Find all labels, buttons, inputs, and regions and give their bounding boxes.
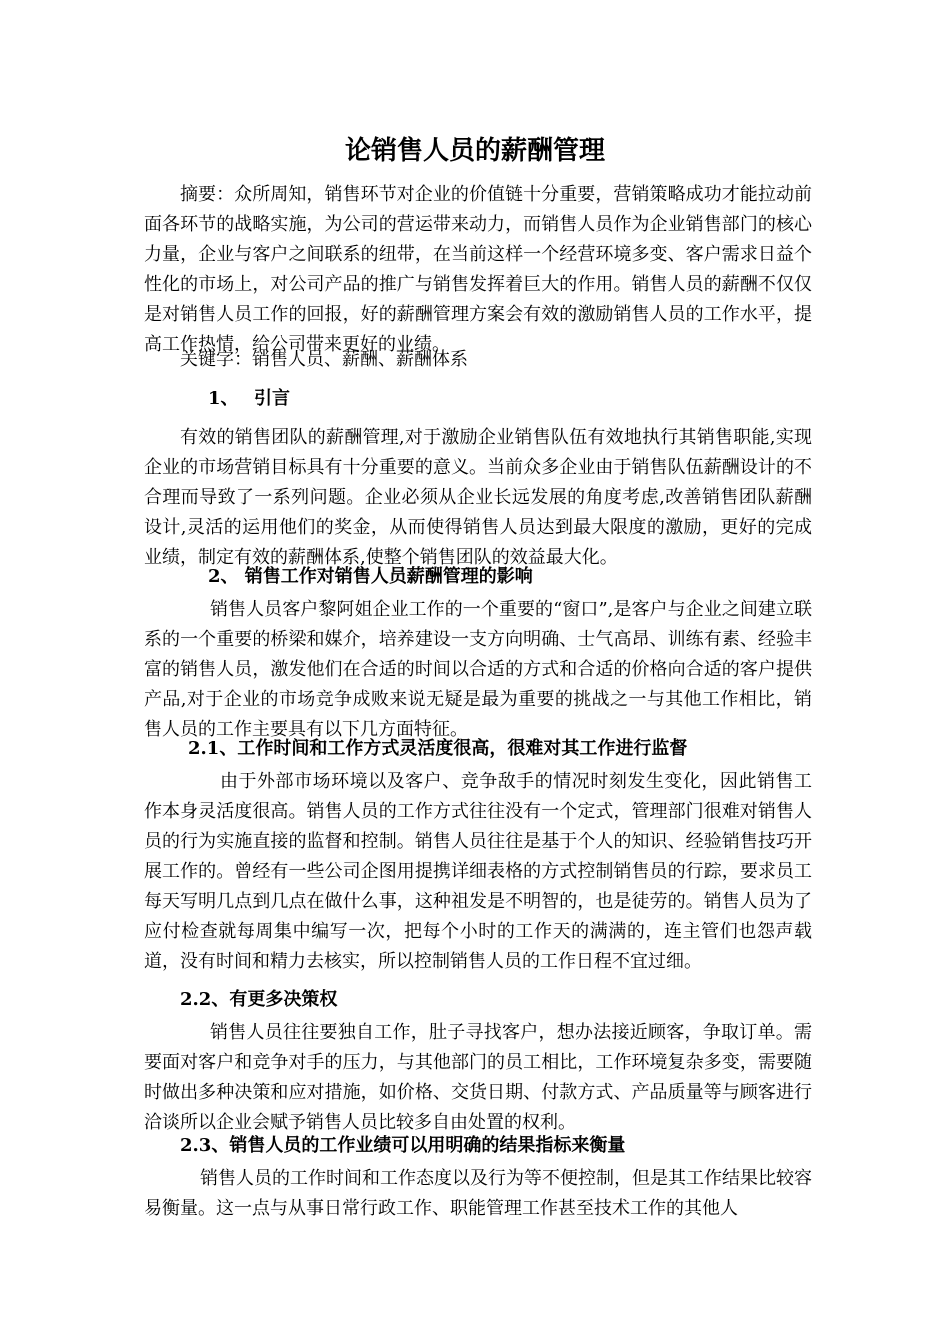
section-paragraph-2-3: 销售人员的工作时间和工作态度以及行为等不便控制，但是其工作结果比较容易衡量。这一点与从事日常行政工作、职能管理工作甚至技术工作的其他人 [144, 1168, 812, 1219]
section-number: 1、 [208, 388, 239, 409]
section-paragraph-2-1: 由于外部市场环境以及客户、竞争敌手的情况时刻发生变化，因此销售工作本身灵活度很高。销售人员的工作方式往往没有一个定式，管理部门很难对销售人员的行为实施直接的监督和控制。销售人员往往是基于个人的知识、经验销售技巧开展工作的。曾经有一些公司企图用提携详细表格的方式控制销售员的行踪，要求员工每天写明几点到几点在做什么事，这种祖发是不明智的，也是徒劳的。销售人员为了应付检查就每周集中编写一次，把每个小时的工作天的满满的，连主管们也怨声载道，没有时间和精力去核实，所以控制销售人员的工作日程不宜过细。 [144, 771, 812, 972]
section-heading-2-3: 2.3、销售人员的工作业绩可以用明确的结果指标来衡量 [180, 1135, 626, 1156]
section-heading-2-1: 2.1、工作时间和工作方式灵活度很高，很难对其工作进行监督 [188, 738, 688, 759]
keywords-line: 关键字：销售人员、薪酬、薪酬体系 [180, 349, 468, 370]
section-paragraph-2-2: 销售人员往往要独自工作，肚子寻找客户，想办法接近顾客，争取订单。需要面对客户和竞争对手的压力，与其他部门的员工相比，工作环境复杂多变，需要随时做出多种决策和应对措施，如价格、交货日期、付款方式、产品质量等与顾客进行洽谈所以企业会赋予销售人员比较多自由处置的权利。 [144, 1022, 812, 1133]
section-heading-text: 引言 [254, 388, 290, 409]
section-heading-2-2: 2.2、有更多决策权 [180, 989, 338, 1010]
section-paragraph-2: 销售人员客户黎阿姐企业工作的一个重要的“窗口”,是客户与企业之间建立联系的一个重要的桥梁和媒介，培养建设一支方向明确、士气高昂、训练有素、经验丰富的销售人员，激发他们在合适的时间以合适的方式和合适的价格向合适的客户提供产品,对于企业的市场竞争成败来说无疑是最为重要的挑战之一与其他工作相比，销售人员的工作主要具有以下几方面特征。 [144, 599, 812, 740]
section-heading-2: 2、 销售工作对销售人员薪酬管理的影响 [208, 566, 533, 587]
abstract-paragraph: 摘要：众所周知，销售环节对企业的价值链十分重要，营销策略成功才能拉动前面各环节的战略实施，为公司的营运带来动力，而销售人员作为企业销售部门的核心力量，企业与客户之间联系的纽带，在当前这样一个经营环境多变、客户需求日益个性化的市场上，对公司产品的推广与销售发挥着巨大的作用。销售人员的薪酬不仅仅是对销售人员工作的回报，好的薪酬管理方案会有效的激励销售人员的工作水平，提高工作热情，给公司带来更好的业绩。 [144, 184, 812, 355]
section-heading-introduction [208, 384, 290, 414]
document-title: 论销售人员的薪酬管理 [344, 136, 605, 166]
section-paragraph-introduction: 有效的销售团队的薪酬管理,对于激励企业销售队伍有效地执行其销售职能,实现企业的市场营销目标具有十分重要的意义。当前众多企业由于销售队伍薪酬设计的不合理而导致了一系列问题。企业必须从企业长远发展的角度考虑,改善销售团队薪酬设计,灵活的运用他们的奖金，从而使得销售人员达到最大限度的激励，更好的完成业绩，制定有效的薪酬体系,使整个销售团队的效益最大化。 [144, 427, 812, 568]
